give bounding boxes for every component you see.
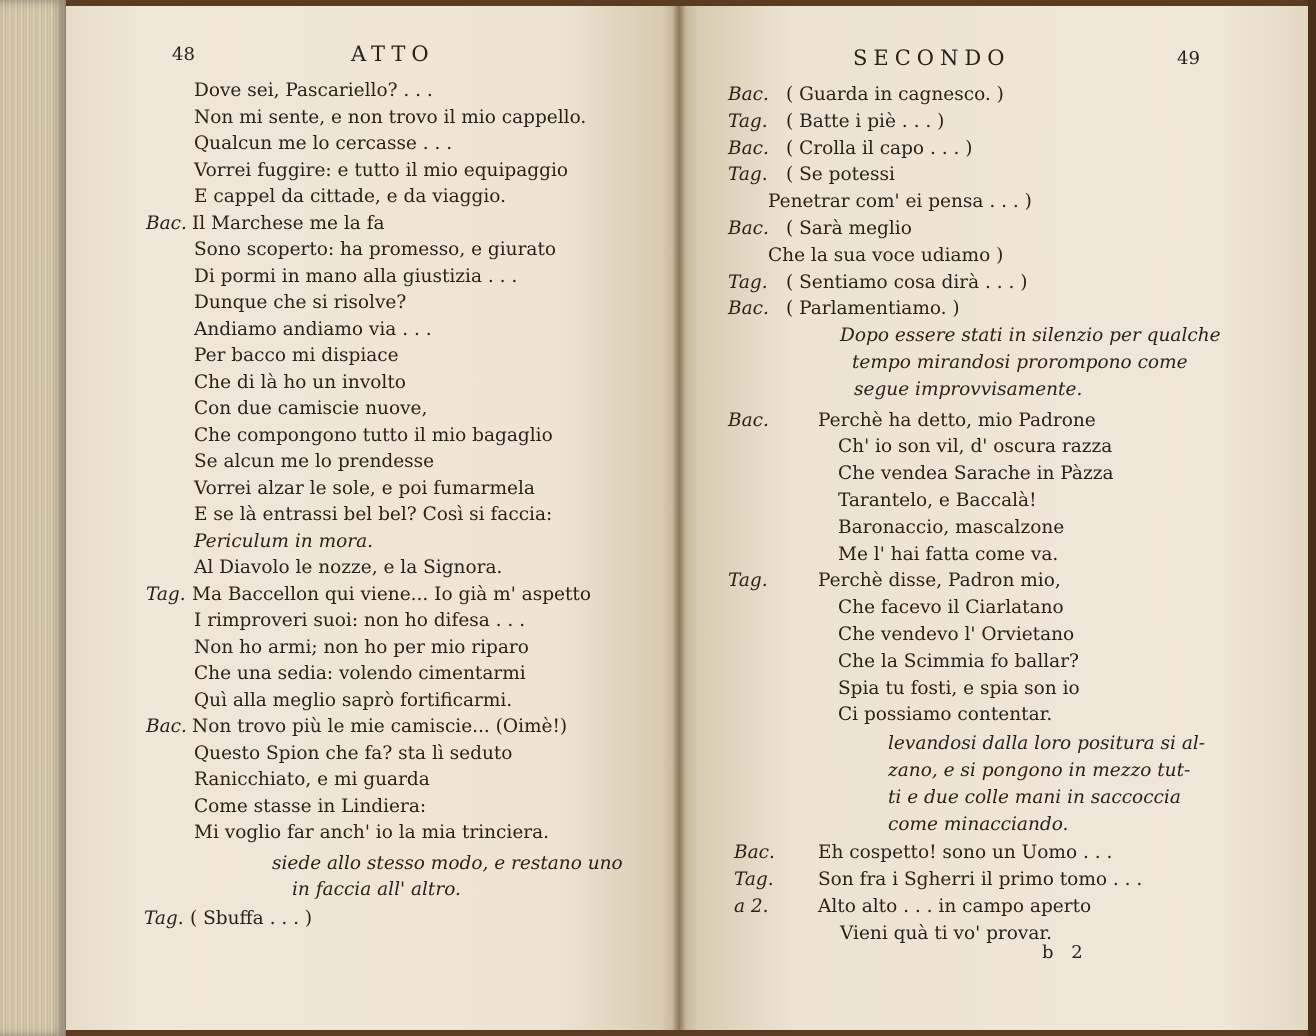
left-page (66, 6, 680, 1030)
speaker-label: Bac. (728, 137, 769, 159)
verse-line: Spia tu fosti, e spia son io (838, 677, 1080, 699)
stage-direction: levandosi dalla loro positura si al- (888, 733, 1206, 755)
verse-line: Ci possiamo contentar. (838, 704, 1053, 726)
verse-line: Tarantelo, e Baccalà! (838, 490, 1037, 511)
running-header: ATTO (351, 42, 435, 66)
speaker-label: Tag. (728, 164, 768, 186)
verse-line: Periculum in mora. (194, 530, 374, 552)
stage-direction: in faccia all' altro. (292, 879, 461, 900)
verse-line: Baronaccio, mascalzone (838, 516, 1065, 538)
signature-mark: b 2 (1042, 942, 1089, 963)
stage-direction: Dopo essere stati in silenzio per qualche (840, 325, 1221, 347)
stage-direction: segue improvvisamente. (854, 378, 1083, 400)
verse-line: E cappel da cittade, e da viaggio. (194, 186, 506, 207)
page-edge-right (1308, 0, 1316, 1036)
verse-line: Il Marchese me la fa (192, 212, 385, 234)
speaker-label: Tag. (146, 583, 186, 605)
verse-line: Ch' io son vil, d' oscura razza (838, 436, 1113, 458)
speaker-label: Bac. (728, 84, 769, 105)
page-number: 48 (172, 44, 195, 65)
right-page (680, 6, 1310, 1030)
verse-line: Vieni quà ti vo' provar. (840, 922, 1053, 944)
verse-line: Son fra i Sgherri il primo tomo . . . (818, 869, 1143, 891)
verse-line: Me l' hai fatta come va. (838, 543, 1059, 565)
verse-line: Vorrei alzar le sole, e poi fumarmela (194, 477, 535, 499)
speaker-label: a 2. (734, 896, 769, 917)
verse-line: Se alcun me lo prendesse (194, 451, 435, 472)
verse-line: Di pormi in mano alla giustizia . . . (194, 265, 518, 287)
speaker-label: Bac. (728, 409, 769, 431)
stage-direction: tempo mirandosi prorompono come (852, 352, 1188, 373)
verse-line: Penetrar com' ei pensa . . . ) (768, 191, 1032, 213)
speaker-label: Tag. (144, 907, 184, 929)
verse-line: Questo Spion che fa? sta lì seduto (194, 742, 513, 764)
page-number: 49 (1177, 48, 1200, 69)
stage-direction: zano, e si pongono in mezzo tut- (888, 760, 1191, 781)
verse-line: Perchè ha detto, mio Padrone (818, 409, 1096, 431)
verse-line: Non ho armi; non ho per mio riparo (194, 636, 529, 658)
verse-line: ( Sentiamo cosa dirà . . . ) (786, 271, 1028, 293)
stage-direction: ti e due colle mani in saccoccia (888, 786, 1181, 808)
verse-line: Che compongono tutto il mio bagaglio (194, 424, 553, 446)
verse-line: Dove sei, Pascariello? . . . (194, 80, 433, 101)
verse-line: I rimproveri suoi: non ho difesa . . . (194, 610, 526, 631)
verse-line: Sono scoperto: ha promesso, e giurato (194, 239, 557, 260)
verse-line: Che la sua voce udiamo ) (768, 244, 1004, 266)
speaker-label: Bac. (146, 212, 187, 234)
page-edges-left (0, 0, 66, 1036)
stage-direction: siede allo stesso modo, e restano uno (272, 852, 623, 874)
verse-line: Vorrei fuggire: e tutto il mio equipaggio (194, 159, 568, 181)
speaker-label: Bac. (728, 298, 769, 320)
verse-line: Non trovo più le mie camiscie... (Oimè!) (192, 716, 568, 737)
verse-line: ( Parlamentiamo. ) (786, 298, 960, 320)
verse-line: ( Batte i piè . . . ) (786, 110, 945, 132)
verse-line: Qualcun me lo cercasse . . . (194, 133, 453, 154)
verse-line: Che una sedia: volendo cimentarmi (194, 663, 526, 684)
verse-line: Perchè disse, Padron mio, (818, 570, 1061, 592)
verse-line: Che di là ho un involto (194, 371, 406, 393)
verse-line: Per bacco mi dispiace (194, 345, 399, 366)
verse-line: Con due camiscie nuove, (194, 398, 428, 419)
verse-line: Quì alla meglio saprò fortificarmi. (194, 689, 513, 711)
verse-line: ( Sarà meglio (786, 218, 912, 239)
verse-line: ( Sbuffa . . . ) (190, 907, 313, 929)
verse-line: Eh cospetto! sono un Uomo . . . (818, 842, 1113, 864)
verse-line: Ranicchiato, e mi guarda (194, 769, 430, 790)
verse-line: Al Diavolo le nozze, e la Signora. (194, 557, 503, 578)
speaker-label: Tag. (728, 271, 768, 293)
verse-line: Non mi sente, e non trovo il mio cappello. (194, 106, 587, 128)
speaker-label: Tag. (728, 570, 768, 592)
verse-line: Ma Baccellon qui viene... Io già m' aspetto (192, 583, 591, 605)
verse-line: Che la Scimmia fo ballar? (838, 650, 1079, 672)
speaker-label: Bac. (146, 716, 187, 737)
speaker-label: Tag. (734, 869, 774, 891)
speaker-label: Bac. (734, 842, 775, 864)
speaker-label: Tag. (728, 110, 768, 132)
verse-line: Che vendea Sarache in Pàzza (838, 463, 1114, 485)
verse-line: Come stasse in Lindiera: (194, 795, 427, 817)
stage-direction: come minacciando. (888, 813, 1069, 835)
book-gutter (672, 6, 686, 1030)
verse-line: Che facevo il Ciarlatano (838, 597, 1064, 619)
verse-line: ( Se potessi (786, 164, 895, 186)
speaker-label: Bac. (728, 218, 769, 239)
verse-line: Alto alto . . . in campo aperto (818, 896, 1092, 917)
verse-line: Dunque che si risolve? (194, 292, 407, 313)
verse-line: Andiamo andiamo via . . . (194, 318, 432, 340)
verse-line: ( Guarda in cagnesco. ) (786, 84, 1004, 105)
verse-line: ( Crolla il capo . . . ) (786, 137, 973, 159)
running-header: SECONDO (853, 46, 1011, 70)
verse-line: E se là entrassi bel bel? Così si faccia: (194, 504, 553, 525)
verse-line: Mi voglio far anch' io la mia trinciera. (194, 822, 550, 843)
verse-line: Che vendevo l' Orvietano (838, 624, 1075, 645)
